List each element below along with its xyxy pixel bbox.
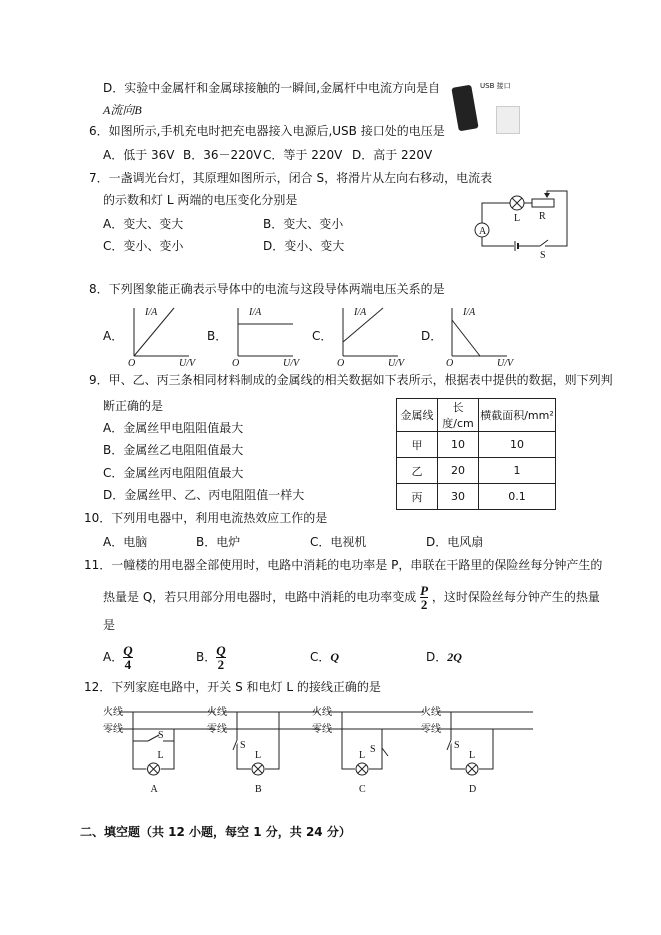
phone-image bbox=[451, 85, 478, 132]
table-cell: 10 bbox=[479, 432, 556, 458]
q11-stem-text: 热量是 Q，若只用部分用电器时，电路中消耗的电功率变成 bbox=[103, 590, 417, 604]
q11-option-d[interactable] bbox=[426, 649, 462, 665]
q8-stem: 8．下列图象能正确表示导体中的电流与这段导体两端电压关系的是 bbox=[89, 282, 445, 296]
q6-option-d[interactable]: D．高于 220V bbox=[352, 148, 433, 162]
axis-label-origin: O bbox=[128, 358, 136, 369]
wall-socket-image bbox=[496, 106, 520, 134]
table-cell: 甲 bbox=[397, 432, 438, 458]
switch-label: S bbox=[370, 744, 376, 755]
axis-label-origin: O bbox=[446, 358, 454, 369]
live-wire-label: 火线 bbox=[103, 707, 123, 718]
q9-option-c[interactable]: C．金属丝丙电阻阻值最大 bbox=[103, 466, 244, 480]
q8-option-d[interactable]: D． bbox=[421, 329, 443, 343]
switch-label: S bbox=[240, 740, 246, 751]
axis-label-y: I/A bbox=[249, 307, 262, 318]
axis-label-origin: O bbox=[232, 358, 240, 369]
q7-stem-line1: 7．一盏调光台灯，其原理如图所示，闭合 S，将滑片从左向右移动，电流表 bbox=[89, 171, 493, 185]
neutral-wire-label: 零线 bbox=[312, 724, 332, 735]
lamp-label: L bbox=[255, 750, 262, 761]
q12-stem: 12．下列家庭电路中，开关 S 和电灯 L 的接线正确的是 bbox=[84, 680, 381, 694]
q6-option-a[interactable]: A．低于 36V bbox=[103, 148, 175, 162]
q8-graph-c bbox=[337, 306, 410, 369]
q12-circuit-d[interactable] bbox=[421, 706, 531, 796]
axis-label-y: I/A bbox=[354, 307, 367, 318]
live-wire-label: 火线 bbox=[312, 707, 332, 718]
lamp-label: L bbox=[359, 750, 366, 761]
circuit-caption: C bbox=[359, 784, 366, 795]
fraction-denominator: 4 bbox=[124, 657, 132, 672]
neutral-wire-label: 零线 bbox=[207, 724, 227, 735]
q7-circuit-diagram bbox=[470, 193, 560, 261]
option-value: Q bbox=[330, 650, 340, 664]
option-label: A． bbox=[103, 650, 124, 664]
axis-label-x: U/V bbox=[388, 358, 405, 369]
wire-data-table bbox=[396, 398, 556, 510]
table-cell: 乙 bbox=[397, 458, 438, 484]
iv-line bbox=[452, 320, 480, 356]
switch-label: S bbox=[158, 730, 164, 741]
q9-option-a[interactable]: A．金属丝甲电阻阻值最大 bbox=[103, 421, 244, 435]
q11-stem-line2 bbox=[103, 583, 600, 611]
option-label: D． bbox=[426, 650, 448, 664]
table-row bbox=[397, 432, 556, 458]
q11-option-a[interactable] bbox=[103, 643, 133, 671]
table-cell: 20 bbox=[438, 458, 479, 484]
neutral-wire-label: 零线 bbox=[103, 724, 123, 735]
option-label: B． bbox=[196, 650, 217, 664]
axis-label-y: I/A bbox=[145, 307, 158, 318]
q6-option-c[interactable]: C．等于 220V bbox=[263, 148, 343, 162]
fraction-numerator: Q bbox=[216, 643, 226, 658]
switch-symbol bbox=[540, 240, 548, 246]
table-row bbox=[397, 484, 556, 510]
q10-option-c[interactable]: C．电视机 bbox=[310, 535, 367, 549]
lamp-label: L bbox=[514, 213, 521, 224]
q8-option-a[interactable]: A． bbox=[103, 329, 124, 343]
table-header-row bbox=[397, 399, 556, 432]
table-cell: 30 bbox=[438, 484, 479, 510]
fraction-denominator: 2 bbox=[217, 657, 225, 672]
lamp-label: L bbox=[157, 750, 164, 761]
axis-label-x: U/V bbox=[497, 358, 514, 369]
circuit-caption: D bbox=[469, 784, 477, 795]
table-header: 横截面积/mm² bbox=[479, 399, 556, 432]
q11-stem-line1: 11．一幢楼的用电器全部使用时，电路中消耗的电功率是 P，串联在干路里的保险丝每分钟产生的 bbox=[84, 558, 603, 572]
q7-stem-line2: 的示数和灯 L 两端的电压变化分别是 bbox=[103, 193, 298, 207]
q8-graph-d bbox=[446, 306, 519, 369]
q11-stem-line3: 是 bbox=[103, 618, 116, 632]
q6-option-b[interactable]: B．36－220V bbox=[183, 148, 262, 162]
q7-option-d[interactable]: D．变小、变大 bbox=[263, 239, 345, 253]
live-wire-label: 火线 bbox=[421, 707, 441, 718]
switch-label: S bbox=[540, 250, 546, 261]
fraction bbox=[123, 644, 132, 671]
fraction-numerator: Q bbox=[123, 643, 133, 658]
rheostat-symbol bbox=[532, 199, 554, 207]
table-cell: 0.1 bbox=[479, 484, 556, 510]
q8-option-b[interactable]: B． bbox=[207, 329, 228, 343]
q10-option-a[interactable]: A．电脑 bbox=[103, 535, 148, 549]
fraction-numerator: P bbox=[420, 583, 429, 598]
q5-option-d-line2: A流向B bbox=[103, 103, 142, 117]
axis-label-origin: O bbox=[337, 358, 345, 369]
q9-stem-line2: 断正确的是 bbox=[103, 399, 164, 413]
circuit-caption: B bbox=[255, 784, 262, 795]
lamp-label: L bbox=[469, 750, 476, 761]
table-header: 长度/cm bbox=[438, 399, 479, 432]
q7-option-b[interactable]: B．变大、变小 bbox=[263, 217, 344, 231]
q12-circuit-a[interactable] bbox=[103, 706, 213, 796]
q10-option-d[interactable]: D．电风扇 bbox=[426, 535, 484, 549]
table-header: 金属线 bbox=[397, 399, 438, 432]
q12-circuit-b[interactable] bbox=[207, 706, 317, 796]
q7-option-c[interactable]: C．变小、变小 bbox=[103, 239, 184, 253]
table-cell: 10 bbox=[438, 432, 479, 458]
q9-stem-line1: 9．甲、乙、丙三条相同材料制成的金属线的相关数据如下表所示，根据表中提供的数据，则下列判 bbox=[89, 373, 613, 387]
q11-stem-text: ，这时保险丝每分钟产生的热量 bbox=[431, 590, 600, 604]
usb-charger-figure bbox=[450, 82, 528, 140]
table-row bbox=[397, 458, 556, 484]
fraction-p-over-2 bbox=[420, 584, 428, 611]
q8-graph-a bbox=[128, 306, 201, 369]
switch-label: S bbox=[454, 740, 460, 751]
live-wire-label: 火线 bbox=[207, 707, 227, 718]
ammeter-label: A bbox=[479, 226, 487, 237]
axis-label-x: U/V bbox=[283, 358, 300, 369]
fraction-denominator: 2 bbox=[420, 597, 428, 612]
section-2-title: 二、填空题（共 12 小题，每空 1 分，共 24 分） bbox=[80, 825, 351, 839]
switch-symbol bbox=[382, 748, 388, 756]
table-cell: 1 bbox=[479, 458, 556, 484]
q8-graph-b bbox=[232, 306, 305, 369]
q12-circuit-c[interactable] bbox=[312, 706, 422, 796]
q9-option-b[interactable]: B．金属丝乙电阻阻值最大 bbox=[103, 443, 244, 457]
q5-option-d-line1: D．实验中金属杆和金属球接触的一瞬间,金属杆中电流方向是自 bbox=[103, 81, 441, 95]
usb-port-label: USB 接口 bbox=[480, 82, 511, 90]
q7-option-a[interactable]: A．变大、变大 bbox=[103, 217, 184, 231]
q11-option-c[interactable] bbox=[310, 649, 339, 665]
circuit-caption: A bbox=[150, 784, 158, 795]
option-label: C． bbox=[310, 650, 331, 664]
q10-option-b[interactable]: B．电炉 bbox=[196, 535, 241, 549]
table-cell: 丙 bbox=[397, 484, 438, 510]
q10-stem: 10．下列用电器中，利用电流热效应工作的是 bbox=[84, 511, 328, 525]
q8-option-c[interactable]: C． bbox=[312, 329, 333, 343]
q9-option-d[interactable]: D．金属丝甲、乙、丙电阻阻值一样大 bbox=[103, 488, 305, 502]
fraction bbox=[216, 644, 225, 671]
axis-label-y: I/A bbox=[463, 307, 476, 318]
option-value: 2Q bbox=[447, 650, 462, 664]
neutral-wire-label: 零线 bbox=[421, 724, 441, 735]
rheostat-label: R bbox=[539, 211, 546, 222]
q11-option-b[interactable] bbox=[196, 643, 226, 671]
axis-label-x: U/V bbox=[179, 358, 196, 369]
q6-stem: 6．如图所示,手机充电时把充电器接入电源后,USB 接口处的电压是 bbox=[89, 124, 445, 138]
